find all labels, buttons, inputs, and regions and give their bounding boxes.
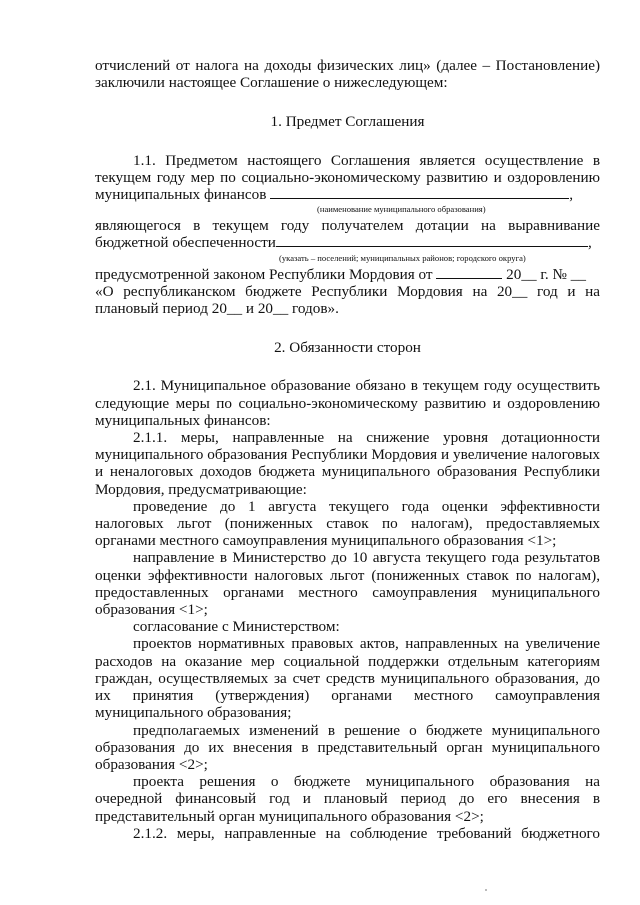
paragraph: предполагаемых изменений в решение о бюджете муниципального образования до их внесения в представительный орган муниципального образования <2>; [95,721,600,773]
paragraph-line: муниципальных финансов , [95,186,574,204]
paragraph-line: являющегося в текущем году получателем дотации на выравнивание [95,217,600,235]
paragraph-line: отчислений от налога на доходы физических лиц» (далее – Постановление) [95,57,600,74]
paragraph-line [95,266,600,283]
paragraph: 1.1. Предметом настоящего Соглашения является осуществление в текущем году мер по социально-экономическому развитию и оздоровлению [95,151,600,186]
caption-note [95,204,600,214]
blank-field [436,266,502,279]
paragraph-line: бюджетной обеспеченности , [95,234,592,252]
document-page [95,57,600,842]
paragraph: направление в Министерство до 10 августа текущего года результатов оценки эффективности налоговых льгот (пониженных ставок по налогам), предоставленных органами местного самоуправления муниципального образования <1>; [95,549,600,619]
paragraph-text: бюджетной обеспеченности [95,234,276,252]
paragraph: 2.1. Муниципальное образование обязано в текущем году осуществить следующие меры по социально-экономическому развитию и оздоровлению муниципальных финансов: [95,377,600,429]
paragraph-line: 2.1.2. меры, направленные на соблюдение требований бюджетного [133,824,600,842]
paragraph: 2.1.1. меры, направленные на снижение уровня дотационности муниципального образования Республики Мордовия и увеличение налоговых и неналоговых доходов бюджета муниципального образования Республики Мордовия, предусматривающие: [95,429,600,498]
paragraph: проектов нормативных правовых актов, направленных на увеличение расходов на оказание мер социальной поддержки отдельным категориям граждан, осуществляемых за счет средств муниципального образования, до их принятия (утверждения) органами местного самоуправления муниципального образования; [95,635,600,722]
scan-speck [485,889,487,891]
paragraph: проекта решения о бюджете муниципального образования на очередной финансовый год и плановый период до его внесения в представительный орган муниципального образования <2>; [95,773,600,825]
caption-text: (наименование муниципального образования) [317,204,486,215]
paragraph-text: предусмотренной законом Республики Мордовия от [95,265,433,283]
paragraph: «О республиканском бюджете Республики Мордовия на 20__ год и на плановый период 20__ и 20__ годов». [95,282,600,318]
caption-text: (указать – поселений; муниципальных районов; городского округа) [279,252,526,263]
blank-field [276,234,588,247]
blank-field [270,186,569,199]
paragraph: согласование с Министерством: [133,618,340,636]
section-heading: 1. Предмет Соглашения [270,113,425,131]
paragraph-line: заключили настоящее Соглашение о нижеследующем: [95,74,448,92]
paragraph-text: муниципальных финансов [95,186,267,204]
caption-note [95,253,600,263]
section-heading: 2. Обязанности сторон [274,339,421,357]
paragraph-text: 20__ г. № __ [506,265,586,283]
paragraph: проведение до 1 августа текущего года оценки эффективности налоговых льгот (пониженных ставок по налогам), предоставляемых органами местного самоуправления муниципального образования <1>; [95,497,600,550]
